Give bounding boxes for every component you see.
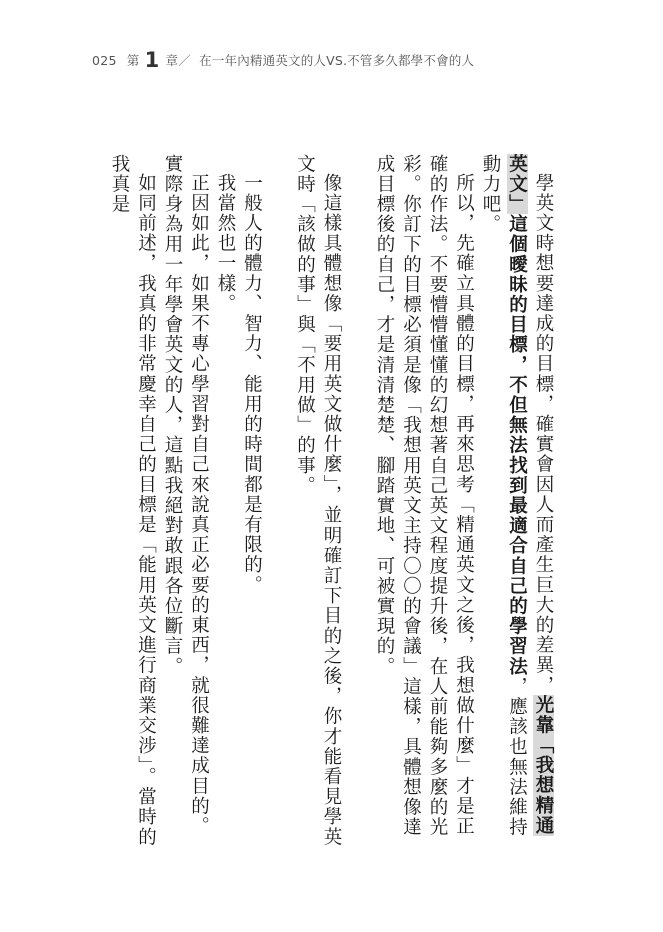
paragraph-as-mentioned: 如同前述，我真的非常慶幸自己的目標是「能用英文進行商業交涉」。當時的我真是: [109, 154, 157, 847]
header-separator: ／: [178, 53, 192, 68]
paragraph-specific-goal: 所以，先確立具體的目標，再來思考「精通英文之後，我想做什麼」才是正確的作法。不要懵懵懂懂的幻想著自己英文程度提升後，在人前能夠多麼的光彩。你訂下的目標必須是像「我想用英文主持〇〇的會議」這樣，具體想像達成目標後的自己，才是清清楚楚、腳踏實地、可被實現的。: [374, 154, 475, 838]
paragraph-text: 學英文時想要達成的目標，確實會因人而產生巨大的差異，: [533, 172, 554, 696]
bold-phrase: 這個曖昧的目標，不但無法找到最適合自己的學習法: [506, 214, 528, 677]
bold-highlight-phrase: 光靠「我想精通英文」: [506, 154, 554, 836]
paragraph-limited-resources: 一般人的體力、智力、能用的時間都是有限的。: [241, 172, 263, 595]
page-number: 025: [92, 52, 117, 68]
paragraph-what-to-do: 像這樣具體想像「要用英文做什麼」，並明確訂下目的之後，你才能看見學英文時「該做的事」與「不用做」的事。: [294, 154, 342, 847]
paragraph-focus: 正因如此，如果不專心學習對自己來說真正必要的東西，就很難達成目的。實際身為用一年學會英文的人，這點我絕對敢跟各位斷言。: [162, 154, 210, 836]
chapter-suffix: 章: [165, 53, 179, 68]
running-header: [92, 48, 474, 72]
chapter-number: 1: [144, 47, 160, 72]
body-text: [98, 154, 556, 854]
paragraph-text: ，應該也無法維持動力吧。: [480, 154, 528, 838]
paragraph-goal-difference: [477, 154, 557, 854]
paragraph-me-too: 我當然也一樣。: [215, 172, 236, 314]
chapter-prefix: 第: [126, 53, 140, 68]
chapter-title: 在一年內精通英文的人VS.不管多久都學不會的人: [199, 53, 475, 68]
